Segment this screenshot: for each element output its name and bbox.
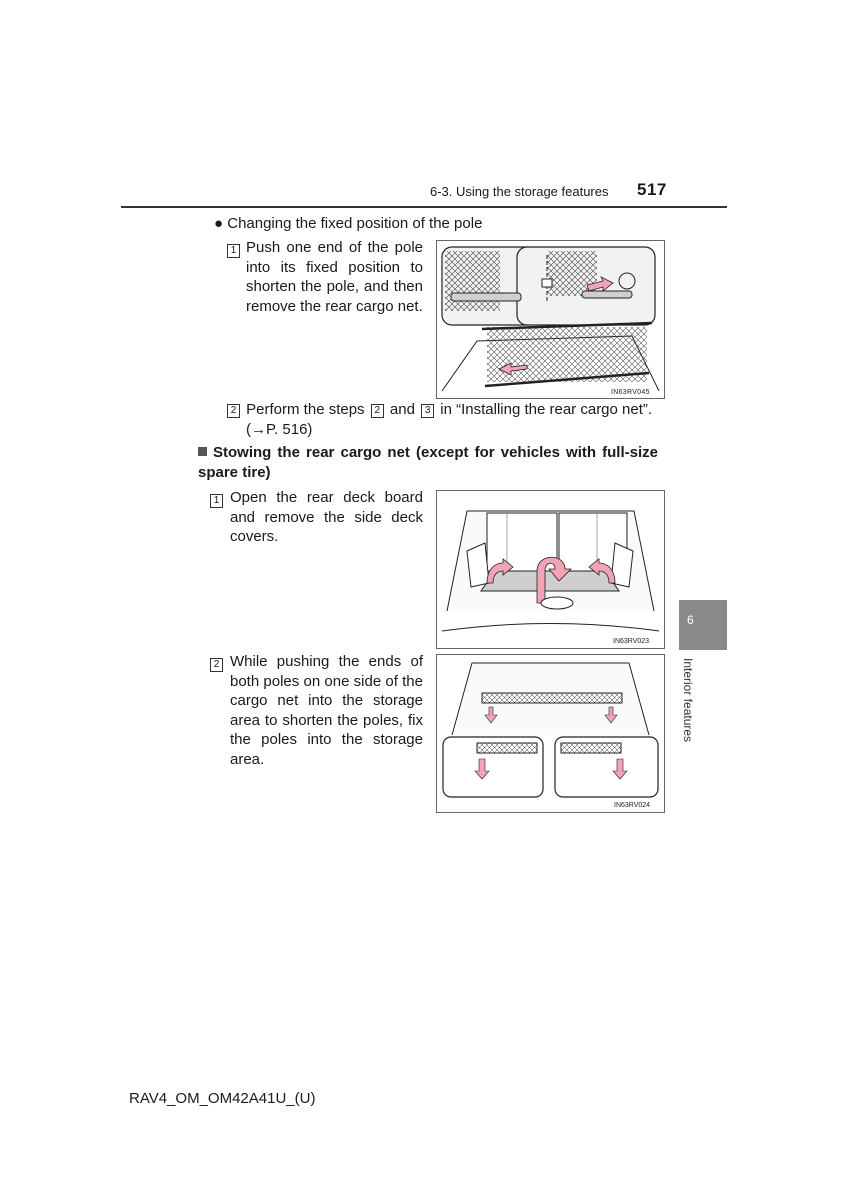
step-2a-text-mid: and bbox=[389, 401, 415, 418]
illustration-pole-net bbox=[437, 241, 664, 398]
figure-pole-position bbox=[436, 240, 665, 399]
step-1a-number bbox=[225, 240, 242, 260]
step-number-box: 2 bbox=[227, 404, 240, 418]
chapter-label: Interior features bbox=[681, 658, 695, 743]
step-2b-number bbox=[208, 654, 225, 674]
figure-stowing-net bbox=[436, 654, 665, 813]
figure-deck-board bbox=[436, 490, 665, 649]
figure-label: IN63RV045 bbox=[611, 389, 650, 396]
square-bullet-icon bbox=[198, 447, 207, 456]
document-id: RAV4_OM_OM42A41U_(U) bbox=[129, 1090, 316, 1107]
step-1b-text: Open the rear deck board and remove the side deck covers. bbox=[230, 489, 423, 545]
chapter-number: 6 bbox=[687, 613, 694, 627]
step-ref-box: 3 bbox=[421, 404, 434, 418]
section-title: 6-3. Using the storage features bbox=[430, 184, 609, 199]
step-number-box: 2 bbox=[210, 658, 223, 672]
section-heading-text: Stowing the rear cargo net (except for vehicles with full-size spare tire) bbox=[198, 444, 658, 481]
page-number: 517 bbox=[637, 180, 667, 199]
illustration-deck-board bbox=[437, 491, 664, 648]
chapter-tab bbox=[679, 600, 727, 650]
header-divider bbox=[121, 206, 727, 208]
figure-label: IN63RV024 bbox=[614, 802, 651, 809]
step-2b-text: While pushing the ends of both poles on one side of the cargo net into the storage area to shorten the poles, fix the poles into the storage area. bbox=[230, 653, 423, 768]
bullet-icon: ● bbox=[214, 215, 224, 232]
page-reference: (→P. 516) bbox=[246, 421, 313, 438]
step-number-box: 1 bbox=[227, 244, 240, 258]
bullet-heading bbox=[214, 214, 482, 234]
step-1b-number bbox=[208, 490, 225, 510]
step-ref-box: 2 bbox=[371, 404, 384, 418]
step-2a bbox=[225, 400, 665, 420]
section-heading bbox=[198, 443, 658, 482]
step-1a-text: Push one end of the pole into its fixed position to shorten the pole, and then remove the rear cargo net. bbox=[246, 239, 423, 315]
step-2a-text-after: in “Installing the rear cargo net”. bbox=[440, 401, 653, 418]
figure-label: IN63RV023 bbox=[613, 638, 650, 645]
step-number-box: 1 bbox=[210, 494, 223, 508]
step-2a-text-before: Perform the steps bbox=[246, 401, 365, 418]
illustration-stowing-net bbox=[437, 655, 664, 812]
bullet-heading-text: Changing the fixed position of the pole bbox=[227, 215, 483, 232]
